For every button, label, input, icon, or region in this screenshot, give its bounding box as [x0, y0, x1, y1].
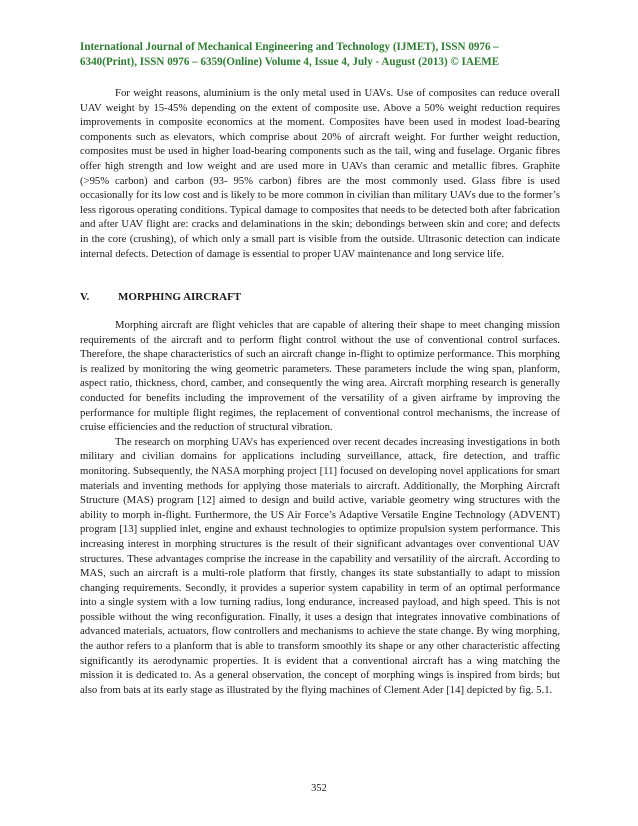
body-paragraph: Morphing aircraft are flight vehicles that are capable of altering their shape to meet changing mission requirements of the aircraft and to perform flight control without the use of conventional control surfaces. Therefore, the shape characteristics of such an aircraft change in-flight to optimize performance. This morphing is realized by monitoring the wing geometric parameters. These parameters include the wing span, planform, aspect ratio, thickness, chord, camber, and consequently the wing area. Aircraft morphing research is generally conducted for benefits including the improvement of the versatility of a given airframe by improving the performance for multiple flight regimes, the replacement of conventional control mechanisms, the increase of cruise efficiencies and the reduction of structural vibration. [80, 319, 560, 434]
section-number: V. [80, 291, 90, 303]
morphing-section [80, 318, 560, 697]
composites-section [80, 86, 560, 261]
section-heading [80, 290, 560, 305]
section-title: MORPHING AIRCRAFT [118, 291, 242, 303]
body-paragraph: For weight reasons, aluminium is the only metal used in UAVs. Use of composites can reduce overall UAV weight by 15-45% depending on the extent of composite use. Above a 50% weight reduction requires improvements in composite economics at the moment. Composites have been used in modest load-bearing components such as elevators, which comprise about 20% of aircraft weight. For further weight reduction, composites must be used in higher load-bearing components such as the tail, wing and fuselage. Organic fibres offer high strength and low weight and are used more in UAVs than ceramic and metallic fibres. Graphite (>95% carbon) and carbon (93- 95% carbon) fibres are the most commonly used. Glass fibre is used occasionally for its low cost and is likely to be more common in civilian than military UAVs due to the former’s less rigorous operating conditions. Typical damage to composites that needs to be detected both after fabrication and after UAV flight are: cracks and delaminations in the skin; debondings between skin and core; and defects in the core (crushing), of which only a small part is visible from the outside. Ultrasonic detection can indicate internal defects. Detection of damage is essential to proper UAV maintenance and long service life. [80, 87, 560, 260]
journal-header-line-1: International Journal of Mechanical Engineering and Technology (IJMET), ISSN 0976 – [80, 41, 499, 53]
journal-header [80, 40, 560, 70]
page-number: 352 [311, 783, 327, 794]
body-paragraph: The research on morphing UAVs has experienced over recent decades increasing investigations in both military and civilian domains for applications including surveillance, attack, fire detection, and traffic monitoring. Subsequently, the NASA morphing project [11] focused on developing novel applications for smart materials and inventing methods for applying those materials to aircraft. Additionally, the Morphing Aircraft Structure (MAS) program [12] aimed to design and build active, variable geometry wing structures with the ability to morph in-flight. Furthermore, the US Air Force’s Adaptive Versatile Engine Technology (ADVENT) program [13] supplied inlet, engine and exhaust technologies to optimize propulsion system performance. This increasing interest in morphing structures is the result of their significant advantages over conventional UAV structures. These advantages comprise the increase in the capability and versatility of the aircraft. According to MAS, such an aircraft is a multi-role platform that firstly, changes its state substantially to adapt to mission changing requirements. Secondly, it provides a superior system capability in term of an optimal performance into a single system with a low turning radius, long endurance, increased payload, and high speed. This is not possible without the wing reconfiguration. Finally, it uses a design that integrates innovative combinations of advanced materials, actuators, flow controllers and mechanisms to achieve the state change. By wing morphing, the author refers to a planform that is able to transform smoothly its shape or any other characteristic affecting significantly its aerodynamic properties. It is evident that a conventional aircraft has a wing matching the mission it is dedicated to. As a general observation, the concept of morphing wings is inspired from birds; but also from bats at its early stage as illustrated by the flying machines of Clement Ader [14] depicted by fig. 5.1. [80, 435, 560, 696]
journal-header-line-2: 6340(Print), ISSN 0976 – 6359(Online) Volume 4, Issue 4, July - August (2013) © IAEME [80, 56, 500, 68]
